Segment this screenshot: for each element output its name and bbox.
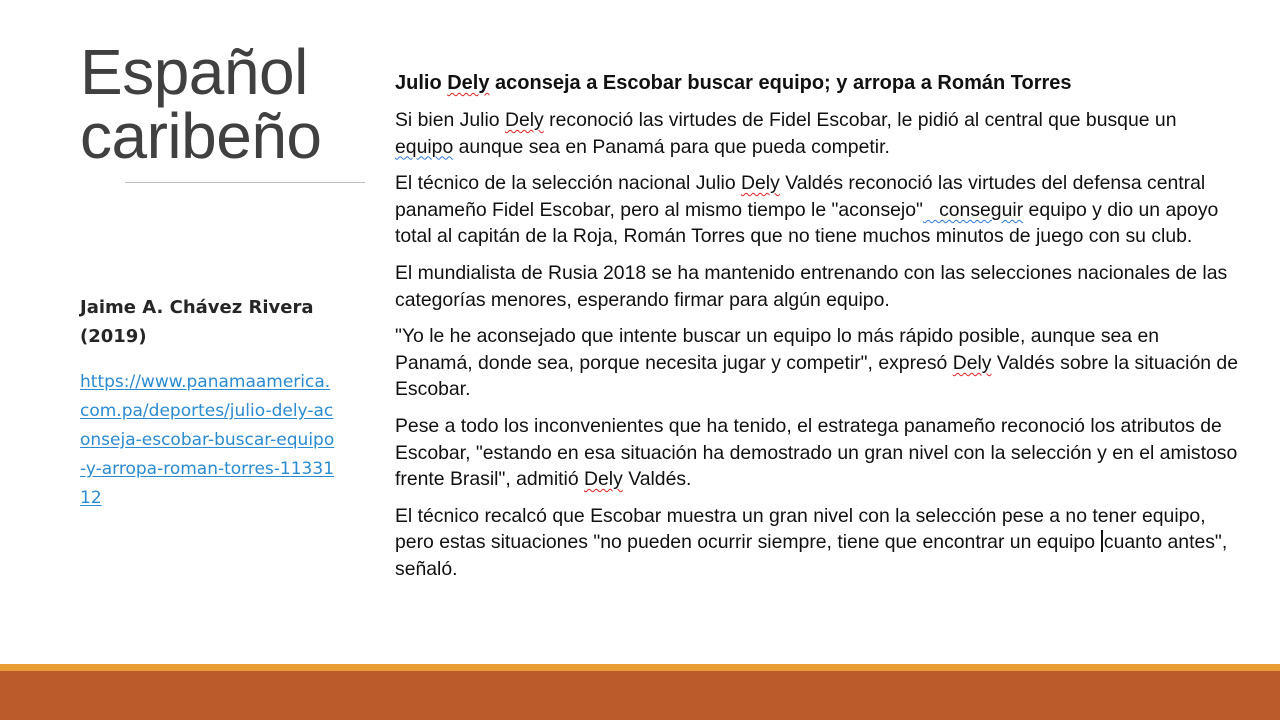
spellcheck-word: Dely [584, 468, 623, 491]
title-line-1: Español [80, 36, 308, 108]
grammar-flag-word: equipo [395, 135, 454, 158]
p6-text-b: cuanto antes", señaló. [395, 531, 1228, 580]
title-divider [125, 182, 365, 183]
article-paragraph-2 [395, 170, 1240, 250]
footer-accent-stripe [0, 664, 1280, 671]
article-paragraph-6 [395, 503, 1240, 583]
headline-text-2: aconseja a Escobar buscar equipo; y arropa a Román Torres [489, 72, 1072, 94]
p1-text-c: aunque sea en Panamá para que pueda competir. [453, 135, 890, 158]
article-headline [395, 70, 1240, 97]
spellcheck-word: Dely [504, 109, 544, 131]
headline-text-1: Julio [395, 72, 448, 94]
spellcheck-word: Dely [447, 72, 490, 94]
article-paragraph-5 [395, 413, 1240, 493]
p5-text-b: Valdés. [622, 468, 692, 491]
p2-text-a: El técnico de la selección nacional Julio [395, 172, 742, 195]
p4-text-b: Valdés sobre la situación de Escobar. [395, 351, 1238, 401]
p6-text-a: El técnico recalcó que Escobar muestra un gran nivel con la selección pese a no tener equipo, pero estas situaciones "no pueden ocurrir siempre, tiene que encontrar un equipo [395, 504, 1206, 554]
spellcheck-word: Dely [741, 172, 780, 195]
author-label: Jaime A. Chávez Rivera [80, 297, 314, 318]
p5-text-a: Pese a todo los inconvenientes que ha tenido, el estratega panameño reconoció los atributos de Escobar, "estando en esa situación ha demostrado un gran nivel con la selección y en el amistoso frente Brasil", admitió [395, 414, 1238, 491]
p1-text-b: reconoció las virtudes de Fidel Escobar, le pidió al central que busque un [543, 109, 1177, 131]
article-paragraph-4 [395, 323, 1240, 403]
article-paragraph-3 [395, 260, 1240, 313]
slide-title[interactable] [80, 36, 380, 172]
article-paragraph-1 [395, 107, 1240, 160]
p2-text-b: Valdés reconoció las virtudes del defensa central panameño Fidel Escobar, pero al mismo tiempo le "aconsejo" [395, 172, 1206, 221]
p1-text-a: Si bien Julio [395, 109, 505, 131]
article-screenshot [395, 70, 1240, 593]
title-line-2: caribeño [80, 100, 322, 172]
author-name [80, 293, 345, 351]
p2-text-c: equipo y dio un apoyo total al capitán de la Roja, Román Torres que no tiene muchos minutos de juego con su club. [395, 198, 1219, 248]
spellcheck-word: Dely [952, 351, 992, 374]
source-link[interactable]: https://www.panamaamerica.com.pa/deportes/julio-dely-aconseja-escobar-buscar-equipo-y-arropa-roman-torres-1133112 [80, 372, 335, 508]
footer-bar [0, 671, 1280, 720]
source-citation [80, 293, 345, 513]
p3-text-a: El mundialista de Rusia 2018 se ha mantenido entrenando con las selecciones nacionales de las categorías menores, esperando firmar para algún equipo. [395, 261, 1228, 311]
p4-text-a: "Yo le he aconsejado que intente buscar un equipo lo más rápido posible, aunque sea en Panamá, donde sea, porque necesita jugar y competir", expresó [395, 325, 1160, 374]
citation-year: (2019) [80, 326, 147, 347]
text-cursor [1101, 530, 1103, 552]
grammar-flag-word: conseguir [922, 198, 1024, 221]
